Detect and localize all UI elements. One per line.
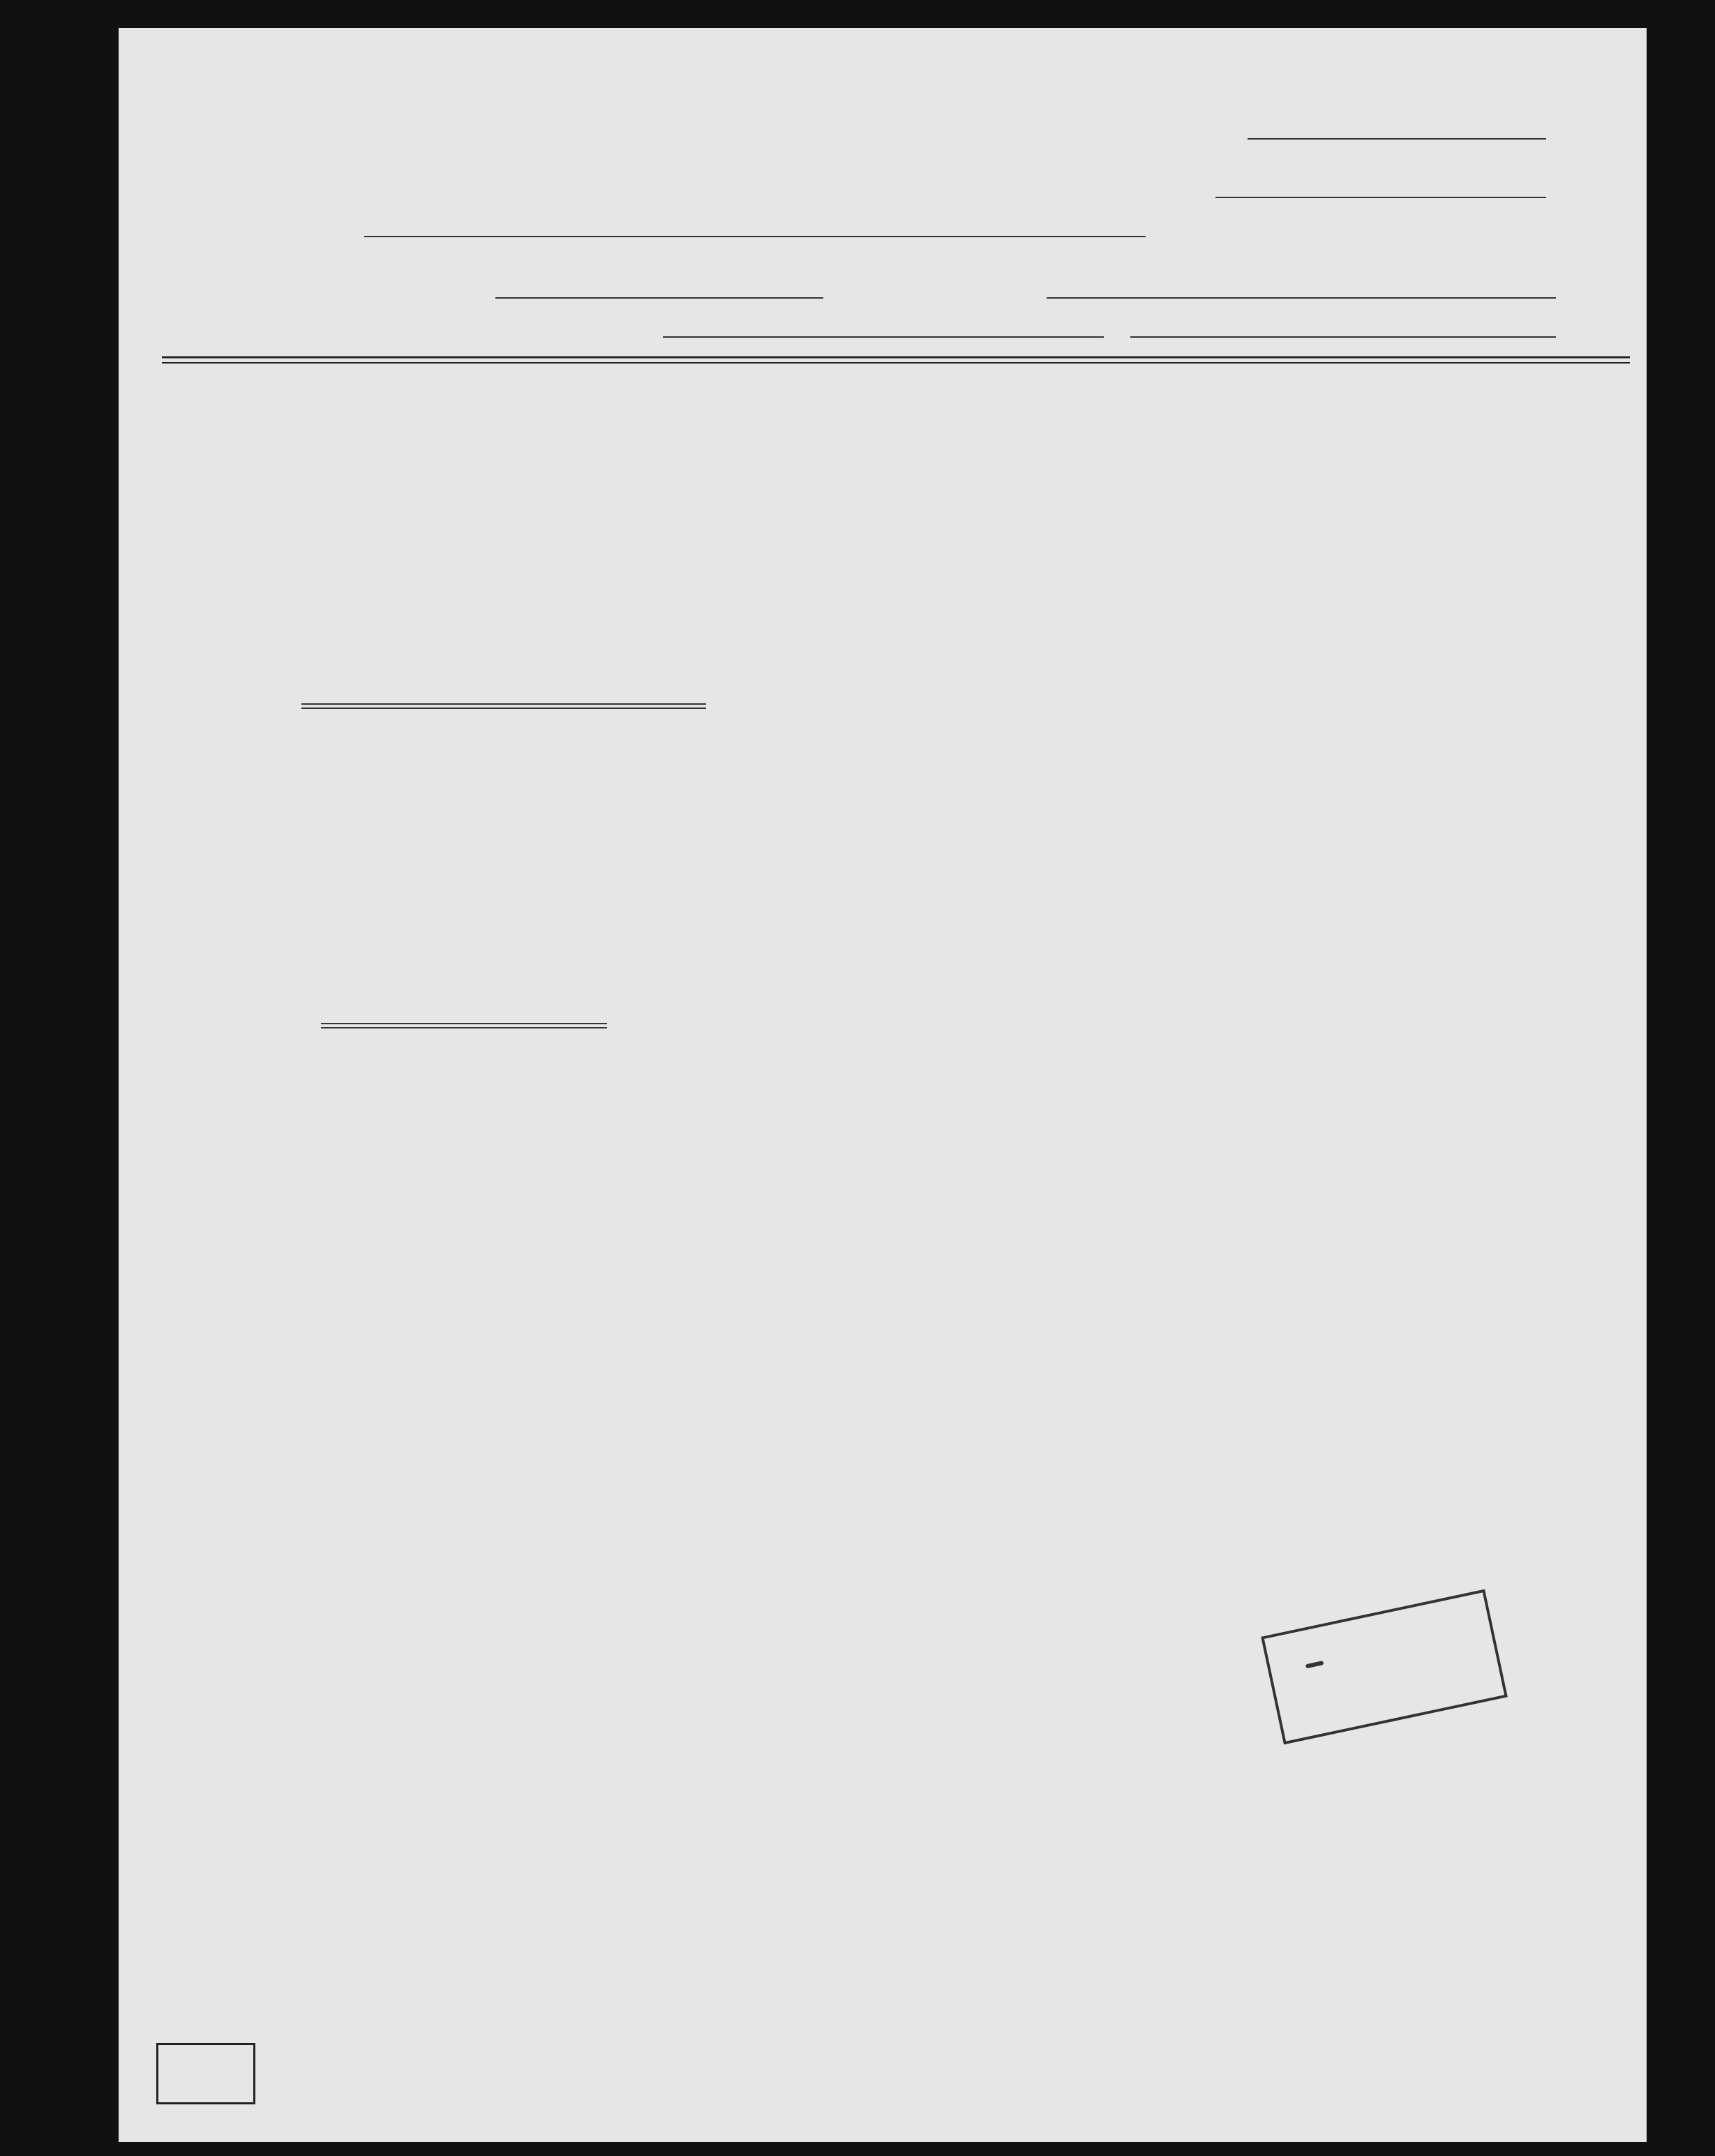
discharged-underline-2 <box>301 708 706 709</box>
stamp-date <box>1305 1661 1324 1668</box>
discharged-underline <box>301 703 706 705</box>
table-grid <box>119 28 1647 2142</box>
signed-on-underline-2 <box>321 1027 607 1028</box>
total-number-box[interactable] <box>156 2043 255 2104</box>
document-page <box>119 28 1647 2142</box>
signed-on-underline <box>321 1023 607 1024</box>
